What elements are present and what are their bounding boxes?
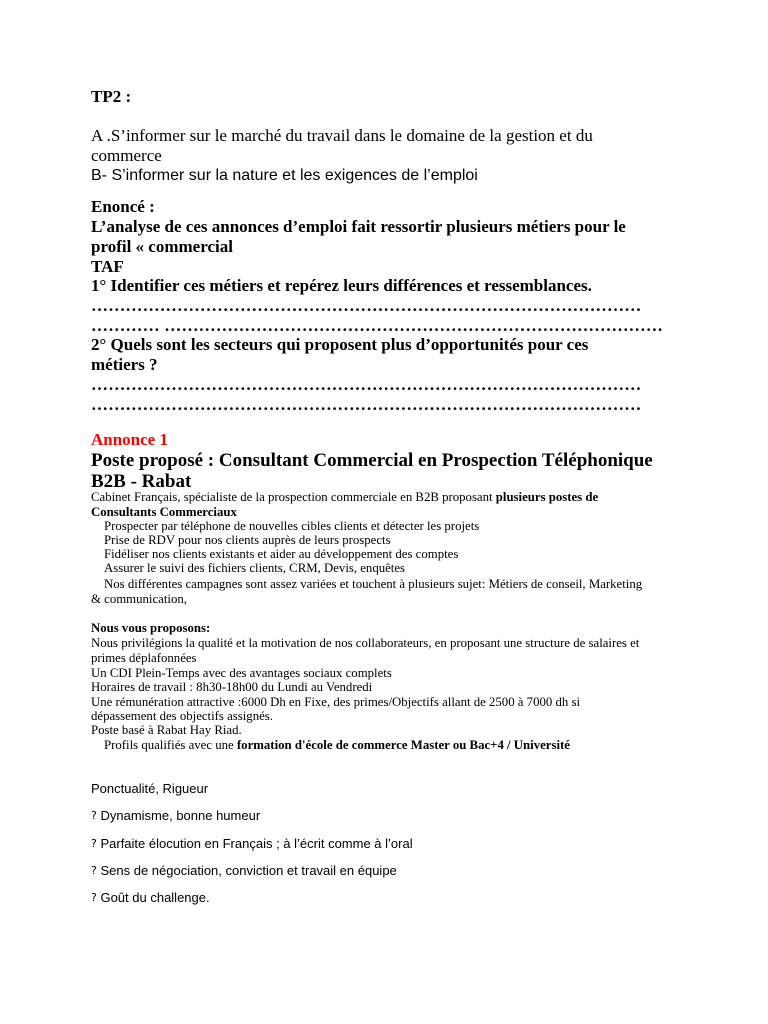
quality-item: ? Goût du challenge.	[91, 890, 210, 905]
task-item: Fidéliser nos clients existants et aider au développement des comptes	[104, 547, 459, 561]
offer-line: Poste basé à Rabat Hay Riad.	[91, 723, 242, 737]
quality-item: ? Sens de négociation, conviction et travail en équipe	[91, 863, 397, 878]
answer-dots-q1-line2: ………… ……………………………………………………………………………	[91, 316, 664, 335]
enonce-label: Enoncé :	[91, 197, 155, 216]
task-item: Prospecter par téléphone de nouvelles cibles clients et détecter les projets	[104, 519, 480, 533]
question-2-line2: métiers ?	[91, 355, 158, 374]
objective-a-line1: A .S’informer sur le marché du travail dans le domaine de la gestion et du	[91, 126, 593, 145]
campaigns-line1: Nos différentes campagnes sont assez variées et touchent à plusieurs sujet: Métiers de conseil, Marketing	[104, 577, 643, 591]
profile-line: Profils qualifiés avec une formation d'école de commerce Master ou Bac+4 / Université	[104, 738, 570, 752]
offer-line: primes déplafonnées	[91, 651, 197, 665]
task-item: Prise de RDV pour nos clients auprès de leurs prospects	[104, 533, 391, 547]
offer-heading: Nous vous proposons:	[91, 621, 211, 635]
tp-title: TP2 :	[91, 87, 132, 106]
offer-line: Horaires de travail : 8h30-18h00 du Lundi au Vendredi	[91, 680, 373, 694]
quality-item: ? Parfaite élocution en Français ; à l’écrit comme à l’oral	[91, 836, 413, 851]
question-2-line1: 2° Quels sont les secteurs qui proposent plus d’opportunités pour ces	[91, 335, 589, 354]
answer-dots-q1-line1: ……………………………………………………………………………………	[91, 296, 642, 315]
missing-glyph-icon: ?	[91, 864, 97, 877]
campaigns-line2: & communication,	[91, 592, 187, 606]
offer-line: dépassement des objectifs assignés.	[91, 709, 273, 723]
job-title-line1: Poste proposé : Consultant Commercial en Prospection Téléphonique	[91, 450, 653, 471]
offer-line: Nous privilégions la qualité et la motivation de nos collaborateurs, en proposant une structure de salaires et	[91, 636, 640, 650]
quality-item: Ponctualité, Rigueur	[91, 781, 209, 796]
job-intro: Cabinet Français, spécialiste de la prospection commerciale en B2B proposant plusieurs postes de	[91, 490, 599, 504]
answer-dots-q2-line1: ……………………………………………………………………………………	[91, 375, 642, 394]
quality-item: ? Dynamisme, bonne humeur	[91, 808, 261, 823]
missing-glyph-icon: ?	[91, 837, 97, 850]
offer-line: Un CDI Plein-Temps avec des avantages sociaux complets	[91, 666, 392, 680]
question-1: 1° Identifier ces métiers et repérez leurs différences et ressemblances.	[91, 276, 592, 295]
taf-label: TAF	[91, 257, 124, 276]
enonce-line2: profil « commercial	[91, 237, 233, 256]
answer-dots-q2-line2: ……………………………………………………………………………………	[91, 395, 642, 414]
objective-b: B- S’informer sur la nature et les exigences de l’emploi	[91, 167, 478, 184]
offer-line: Une rémunération attractive :6000 Dh en Fixe, des primes/Objectifs allant de 2500 à 7000 dh si	[91, 695, 580, 709]
objective-a-line2: commerce	[91, 146, 162, 165]
missing-glyph-icon: ?	[91, 809, 97, 822]
annonce-label: Annonce 1	[91, 430, 168, 449]
enonce-line1: L’analyse de ces annonces d’emploi fait ressortir plusieurs métiers pour le	[91, 217, 626, 236]
missing-glyph-icon: ?	[91, 891, 97, 904]
task-item: Assurer le suivi des fichiers clients, CRM, Devis, enquêtes	[104, 561, 406, 575]
job-title-line2: B2B - Rabat	[91, 471, 192, 492]
job-intro-bold: Consultants Commerciaux	[91, 505, 237, 519]
